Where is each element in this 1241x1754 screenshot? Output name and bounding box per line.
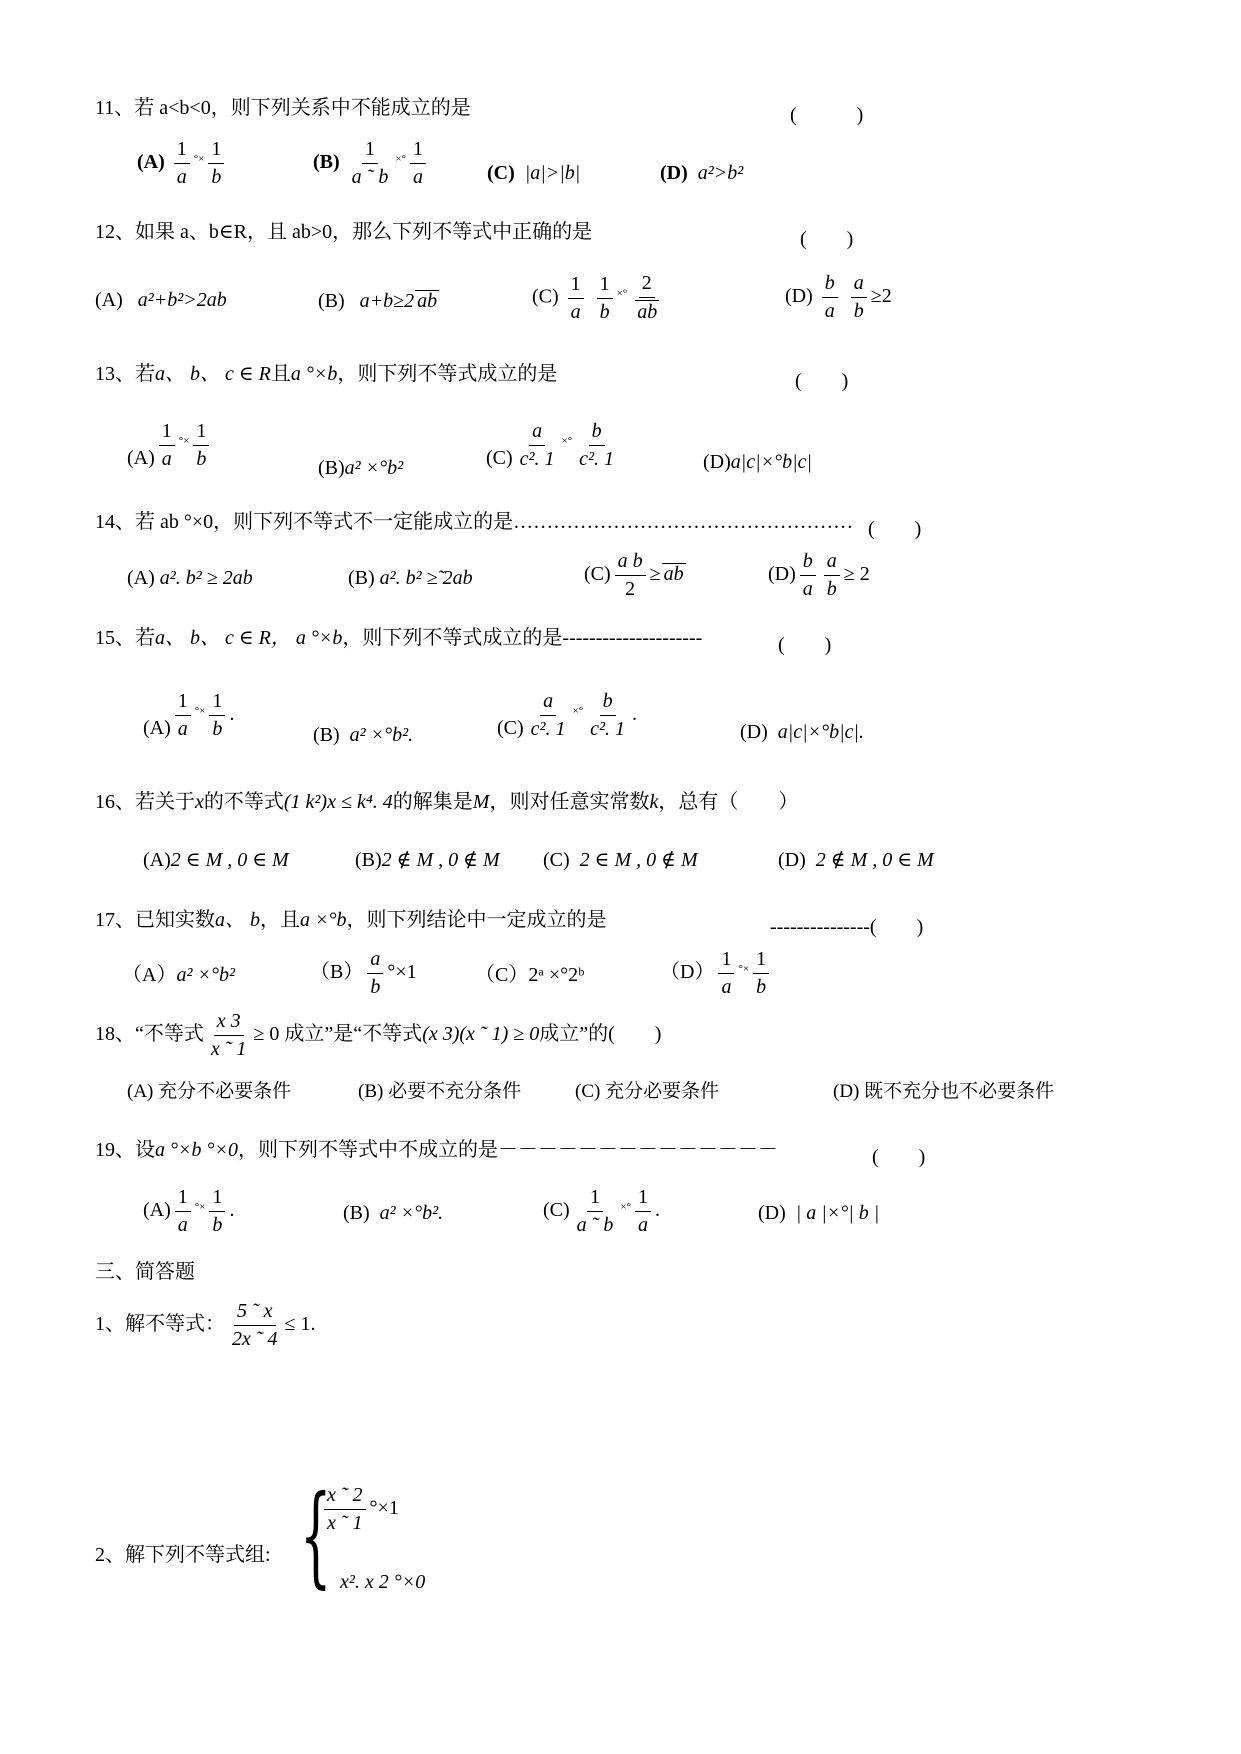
question-19-option-d: (D) | a |×°| b | [758,1202,880,1224]
question-12-option-c: (C) $\frac{1}{a}$ $\frac{1}{b}$ ×° $\frac{2}{ab}$ [532,272,658,323]
question-16-stem: 16、若关于x的不等式(1 k²)x ≤ k⁴. 4的解集是M，则对任意实常数k，总有（ ） [95,791,799,813]
system-brace: { [300,1471,332,1599]
question-15-option-d: (D) a|c|×°b|c|. [740,721,865,743]
question-18-option-a: (A) 充分不必要条件 [127,1081,292,1102]
question-15-option-c: (C) $\frac{a}{\text{c². 1}}$ ×° $\frac{b}{\text{c². 1}}$ . [497,690,638,740]
problem-1: 1、解不等式： $\frac{5 ˜ x}{2x ˜ 4}$ ≤ 1. [95,1300,316,1350]
question-15-stem: 15、若a、 b、 c ∈ R， a °×b，则下列不等式成立的是--------------------- [95,627,703,649]
problem-2-line-1: $\frac{x ˜ 2}{x ˜ 1}$ °×1 [320,1484,399,1535]
section-3-title: 三、简答题 [95,1261,195,1283]
question-16-option-d: (D) 2 ∉ M , 0 ∈ M [778,849,934,871]
question-18-option-c: (C) 充分必要条件 [575,1081,720,1102]
question-14-stem: 14、若 ab °×0，则下列不等式不一定能成立的是…………………………………………… [95,511,854,533]
question-11-answer-paren: ( ) [790,104,864,126]
question-14-option-b: (B) a². b² ≥̃ 2ab [348,567,473,589]
question-19-option-c: (C) $\frac{1}{a ˜ b}$ ×° $\frac{1}{a}$ . [543,1186,660,1236]
question-16-option-b: (B)2 ∉ M , 0 ∉ M [355,849,500,871]
question-12-option-b: (B) a+b≥2 ab [318,290,438,312]
question-13-answer-paren: ( ) [795,370,849,392]
question-15-option-b: (B) a² ×°b². [313,724,414,746]
question-18-stem: 18、“不等式 $\frac{x 3}{x ˜ 1}$ ≥ 0 成立”是“不等式(x 3)(x ˜ 1) ≥ 0成立”的( ) [95,1010,662,1060]
question-12-answer-paren: ( ) [800,228,854,250]
question-13-option-b: (B)a² ×°b² [318,457,404,479]
question-17-stem: 17、已知实数a、 b，且a ×°b，则下列结论中一定成立的是 [95,909,607,931]
problem-2-line-2: x². x 2 °×0 [340,1571,426,1593]
question-11-stem: 11、若 a<b<0，则下列关系中不能成立的是 [95,97,471,119]
question-17-dashes-paren: ---------------( ) [770,916,924,938]
question-11-option-b: (B) $\frac{1}{a ˜ b}$ ×° $\frac{1}{a}$ [313,138,430,189]
problem-2-stem: 2、解下列不等式组: [95,1544,271,1566]
question-19-option-a: (A) $\frac{1}{a}$ °× $\frac{1}{b}$ . [143,1186,235,1236]
question-19-stem: 19、设a °×b °×0，则下列不等式中不成立的是－－－－－－－－－－－－－－ [95,1139,778,1161]
question-13-option-a: (A) $\frac{1}{a}$ °× $\frac{1}{b}$ [127,420,213,471]
question-11-option-d: (D) a²>b² [660,162,744,184]
question-14-option-c: (C) $\frac{\text{a b}}{2}$ ≥ ab [584,550,684,600]
question-15-answer-paren: ( ) [778,634,832,656]
question-13-option-c: (C) $\frac{a}{\text{c². 1}}$ ×° $\frac{b}{\text{c². 1}}$ [486,420,615,470]
question-19-answer-paren: ( ) [872,1146,926,1168]
question-12-stem: 12、如果 a、b∈R，且 ab>0，那么下列不等式中正确的是 [95,221,593,243]
question-12-option-d: (D) $\frac{b}{a}$ $\frac{a}{b}$ ≥2 [785,272,892,322]
question-17-option-d: （D） $\frac{1}{a}$ °× $\frac{1}{b}$ [660,948,773,999]
question-19-option-b: (B) a² ×°b². [343,1202,444,1224]
question-17-option-a: （A）a² ×°b² [122,964,235,986]
question-17-option-c: （C）2ᵃ ×°2ᵇ [475,964,585,986]
question-15-option-a: (A) $\frac{1}{a}$ °× $\frac{1}{b}$ . [143,690,235,740]
question-18-option-b: (B) 必要不充分条件 [358,1081,522,1102]
question-12-option-a: (A) a²+b²>2ab [95,289,227,311]
question-16-option-a: (A)2 ∈ M , 0 ∈ M [143,849,289,871]
question-14-option-a: (A) a². b² ≥ 2ab [127,567,253,589]
question-11-option-a: (A) $\frac{1}{a}$ °× $\frac{1}{b}$ [137,138,228,189]
question-16-option-c: (C) 2 ∈ M , 0 ∉ M [543,849,698,871]
question-13-stem: 13、若a、 b、 c ∈ R且a °×b，则下列不等式成立的是 [95,363,558,385]
question-14-answer-paren: ( ) [868,518,922,540]
question-17-option-b: （B） $\frac{a}{b}$ °×1 [310,948,417,998]
question-11-option-c: (C) |a|>|b| [487,162,581,184]
question-13-option-d: (D)a|c|×°b|c| [703,451,813,473]
question-18-option-d: (D) 既不充分也不必要条件 [833,1081,1055,1102]
question-14-option-d: (D) $\frac{b}{a}$ $\frac{a}{b}$ ≥ 2 [768,550,870,600]
